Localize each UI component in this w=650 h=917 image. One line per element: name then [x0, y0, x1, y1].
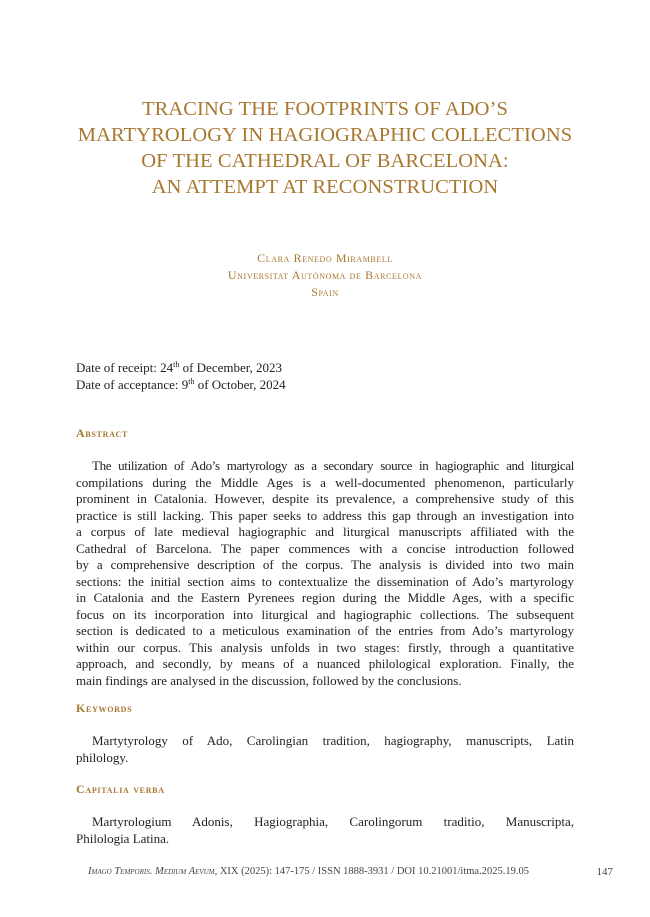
text-line: a corpus of late medieval hagiographic and liturgical manuscripts affiliated with the: [76, 524, 574, 539]
text-line: Cathedral of Barcelona. The paper commences with a concise introduction followed: [76, 540, 574, 556]
abstract-text: [76, 458, 574, 689]
title-line: AN ATTEMPT AT RECONSTRUCTION: [151, 176, 499, 198]
keywords-heading: Keywords: [76, 701, 133, 715]
text-line: sections: the initial section aims to contextualize the dissemination of Ado’s martyrology: [76, 573, 574, 589]
text-line: Martytyrology of Ado, Carolingian tradition, hagiography, manuscripts, Latin: [92, 733, 574, 748]
text-line: The utilization of Ado’s martyrology as a secondary source in hagiographic and liturgical: [92, 458, 574, 473]
date-of-receipt: Date of receipt: 24th of December, 2023: [76, 360, 283, 375]
text-line: section is dedicated to a meticulous examination of the entries from Ado’s martyrology: [76, 623, 574, 638]
text-line: within our corpus. This analysis unfolds in two stages: firstly, through a quantitative: [76, 639, 574, 655]
page-footer: [88, 866, 613, 877]
text-line: approach, and secondly, by means of a nuanced philological exploration. Finally, the: [76, 656, 574, 671]
text-line: focus on its incorporation into liturgical and hagiographic collections. The subsequent: [76, 606, 574, 622]
dates-block: [76, 360, 286, 393]
title-line: OF THE CATHEDRAL OF BARCELONA:: [141, 150, 509, 172]
text-line: practice is still lacking. This paper seeks to address this gap through an investigation into: [76, 507, 574, 523]
journal-name: Imago Temporis. Medium Aevum: [88, 866, 215, 877]
article-title: [40, 96, 610, 200]
author-affiliation: Universitat Autònoma de Barcelona: [227, 268, 423, 282]
page-number: 147: [596, 866, 613, 878]
capitalia-verba-text: [76, 814, 574, 847]
text-line: philology.: [76, 749, 129, 765]
title-line: TRACING THE FOOTPRINTS OF ADO’S: [141, 98, 509, 120]
citation: , XIX (2025): 147-175 / ISSN 1888-3931 / DOI 10.21001/itma.2025.19.05: [214, 866, 529, 877]
text-line: by a comprehensive description of the corpus. The analysis is divided into two main: [76, 557, 574, 572]
text-line: main findings are analysed in the discussion, followed by the conclusions.: [76, 672, 462, 688]
text-line: Martyrologium Adonis, Hagiographia, Carolingorum traditio, Manuscripta,: [92, 814, 574, 829]
date-of-acceptance: Date of acceptance: 9th of October, 2024: [76, 376, 286, 392]
text-line: Philologia Latina.: [76, 830, 170, 846]
text-line: compilations during the Middle Ages is a well-documented phenomenon, particularly: [76, 474, 574, 490]
text-line: in Catalonia and the Eastern Pyrenees region during the Middle Ages, with a specific: [76, 590, 574, 605]
author-country: Spain: [311, 285, 339, 299]
abstract-heading: Abstract: [76, 426, 129, 440]
keywords-text: [76, 733, 574, 766]
title-line: MARTYROLOGY IN HAGIOGRAPHIC COLLECTIONS: [77, 124, 573, 146]
text-line: prominent in Catalonia. However, despite its prevalence, a comprehensive study of this: [76, 491, 574, 506]
capitalia-verba-heading: Capitalia verba: [76, 782, 165, 796]
author-name: Clara Renedo Mirambell: [257, 251, 393, 265]
author-block: [0, 250, 650, 301]
